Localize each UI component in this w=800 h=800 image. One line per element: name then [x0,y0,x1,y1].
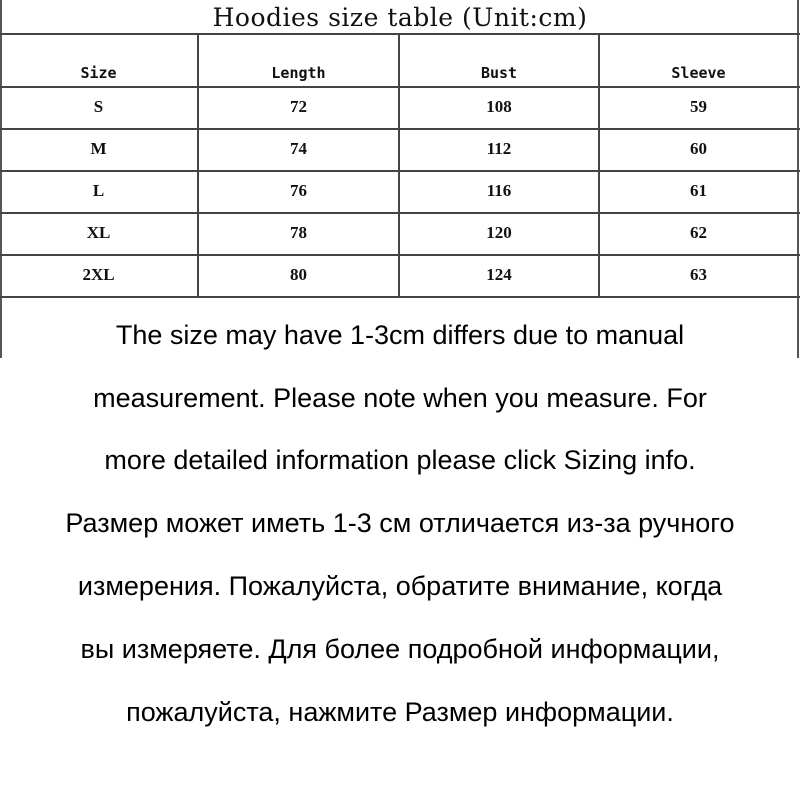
header-length: Length [271,64,326,82]
divider [0,86,800,88]
cell-size: XL [86,223,111,242]
cell-length: 76 [290,181,307,200]
cell-bust: 112 [486,139,512,158]
cell-size: 2XL [82,265,115,284]
cell-length: 80 [290,265,307,284]
table-border-right [797,0,799,358]
header-bust: Bust [480,64,518,82]
table-title: Hoodies size table (Unit:cm) [212,3,588,32]
note-line: Размер может иметь 1-3 см отличается из-за ручного [65,508,735,538]
cell-sleeve: 63 [690,265,707,284]
divider [0,296,800,298]
cell-bust: 108 [486,97,512,116]
note-line: more detailed information please click Sizing info. [104,445,696,475]
divider [0,170,800,172]
header-sleeve: Sleeve [671,64,726,82]
header-size: Size [80,64,117,82]
cell-bust: 120 [486,223,512,242]
cell-length: 78 [290,223,307,242]
cell-sleeve: 61 [690,181,707,200]
divider [0,212,800,214]
cell-size: L [92,181,105,200]
note-line: пожалуйста, нажмите Размер информации. [126,697,674,727]
cell-bust: 124 [486,265,512,284]
note-line: вы измеряете. Для более подробной информации, [80,634,720,664]
cell-sleeve: 62 [690,223,707,242]
divider [0,128,800,130]
divider [0,33,800,35]
note-line: измерения. Пожалуйста, обратите внимание, когда [77,571,723,601]
table-border-left [0,0,2,358]
cell-sleeve: 60 [690,139,707,158]
cell-bust: 116 [486,181,512,200]
divider [0,254,800,256]
cell-length: 74 [290,139,307,158]
cell-size: S [93,97,104,116]
cell-size: M [90,139,107,158]
note-line: The size may have 1-3cm differs due to manual [115,320,685,350]
cell-length: 72 [290,97,307,116]
cell-sleeve: 59 [690,97,707,116]
note-line: measurement. Please note when you measure. For [93,383,707,413]
